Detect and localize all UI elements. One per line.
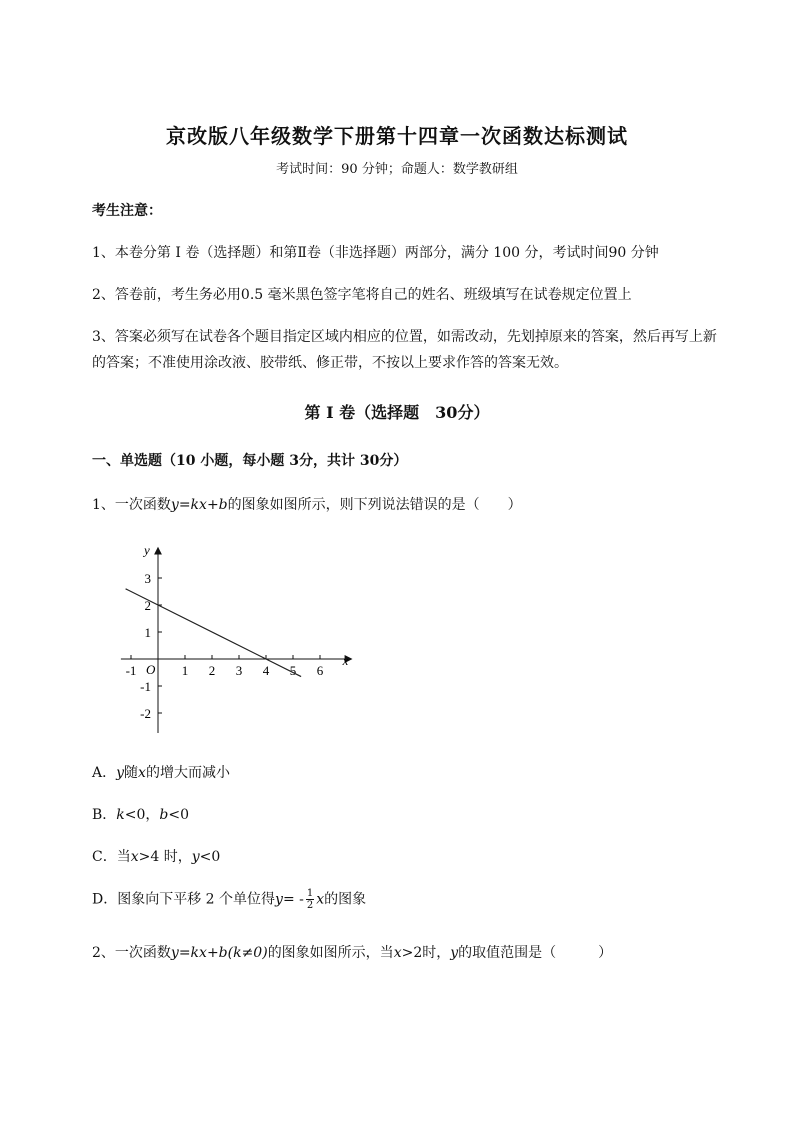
q1-expression: y=kx+b xyxy=(170,497,228,513)
x-tick-label: -1 xyxy=(125,663,137,678)
document-title: 京改版八年级数学下册第十四章一次函数达标测试 xyxy=(166,124,628,148)
notice-item-3-cont: 的答案；不准使用涂改液、胶带纸、修正带，不按以上要求作答的答案无效。 xyxy=(92,355,568,371)
x-tick-label: 5 xyxy=(289,663,297,678)
q1-prefix: 1、一次函数 xyxy=(92,497,171,513)
y-tick-label: 3 xyxy=(144,571,151,586)
q1-suffix: 的图象如图所示，则下列说法错误的是（ ） xyxy=(227,497,522,513)
exam-subtitle: 考试时间：90 分钟；命题人：数学教研组 xyxy=(276,162,518,177)
x-axis-label: x xyxy=(342,653,349,668)
option-d[interactable]: D．图象向下平移 2 个单位得y= - $\frac{1}{2}$ x的图象 xyxy=(92,888,367,911)
y-tick-label: -1 xyxy=(140,679,151,694)
notice-item-1: 1、本卷分第 I 卷（选择题）和第Ⅱ卷（非选择题）两部分，满分 100 分，考试时间90 分钟 xyxy=(92,245,659,261)
y-tick-label: 1 xyxy=(144,625,151,640)
notice-item-3: 3、答案必须写在试卷各个题目指定区域内相应的位置，如需改动，先划掉原来的答案，然后再写上新 xyxy=(92,329,717,345)
y-tick-label: -2 xyxy=(140,706,151,721)
x-tick-label: 6 xyxy=(316,663,324,678)
question-1 xyxy=(92,494,522,514)
question-2: 2、一次函数y=kx+b(k≠0)的图象如图所示，当x>2时，y的取值范围是（ ） xyxy=(92,945,613,961)
x-tick-label: 3 xyxy=(235,663,243,678)
option-a[interactable]: A．y随x的增大而减小 xyxy=(92,765,230,781)
origin-label: O xyxy=(146,662,156,677)
y-tick-label: 2 xyxy=(144,598,151,613)
notice-heading: 考生注意： xyxy=(92,203,162,219)
option-b[interactable]: B．k<0，b<0 xyxy=(92,807,190,823)
x-tick-label: 2 xyxy=(208,663,216,678)
function-graph xyxy=(90,538,360,733)
section-title: 第 I 卷（选择题 30分） xyxy=(304,403,490,422)
fraction-one-half: $\frac{1}{2}$ xyxy=(306,888,314,911)
part-heading: 一、单选题（10 小题，每小题 3分，共计 30分） xyxy=(92,453,408,469)
option-c[interactable]: C．当x>4 时，y<0 xyxy=(92,849,221,865)
notice-item-2: 2、答卷前，考生务必用0.5 毫米黑色签字笔将自己的姓名、班级填写在试卷规定位置上 xyxy=(92,287,632,303)
x-tick-label: 4 xyxy=(262,663,270,678)
x-tick-label: 1 xyxy=(181,663,189,678)
y-axis-label: y xyxy=(144,542,150,558)
